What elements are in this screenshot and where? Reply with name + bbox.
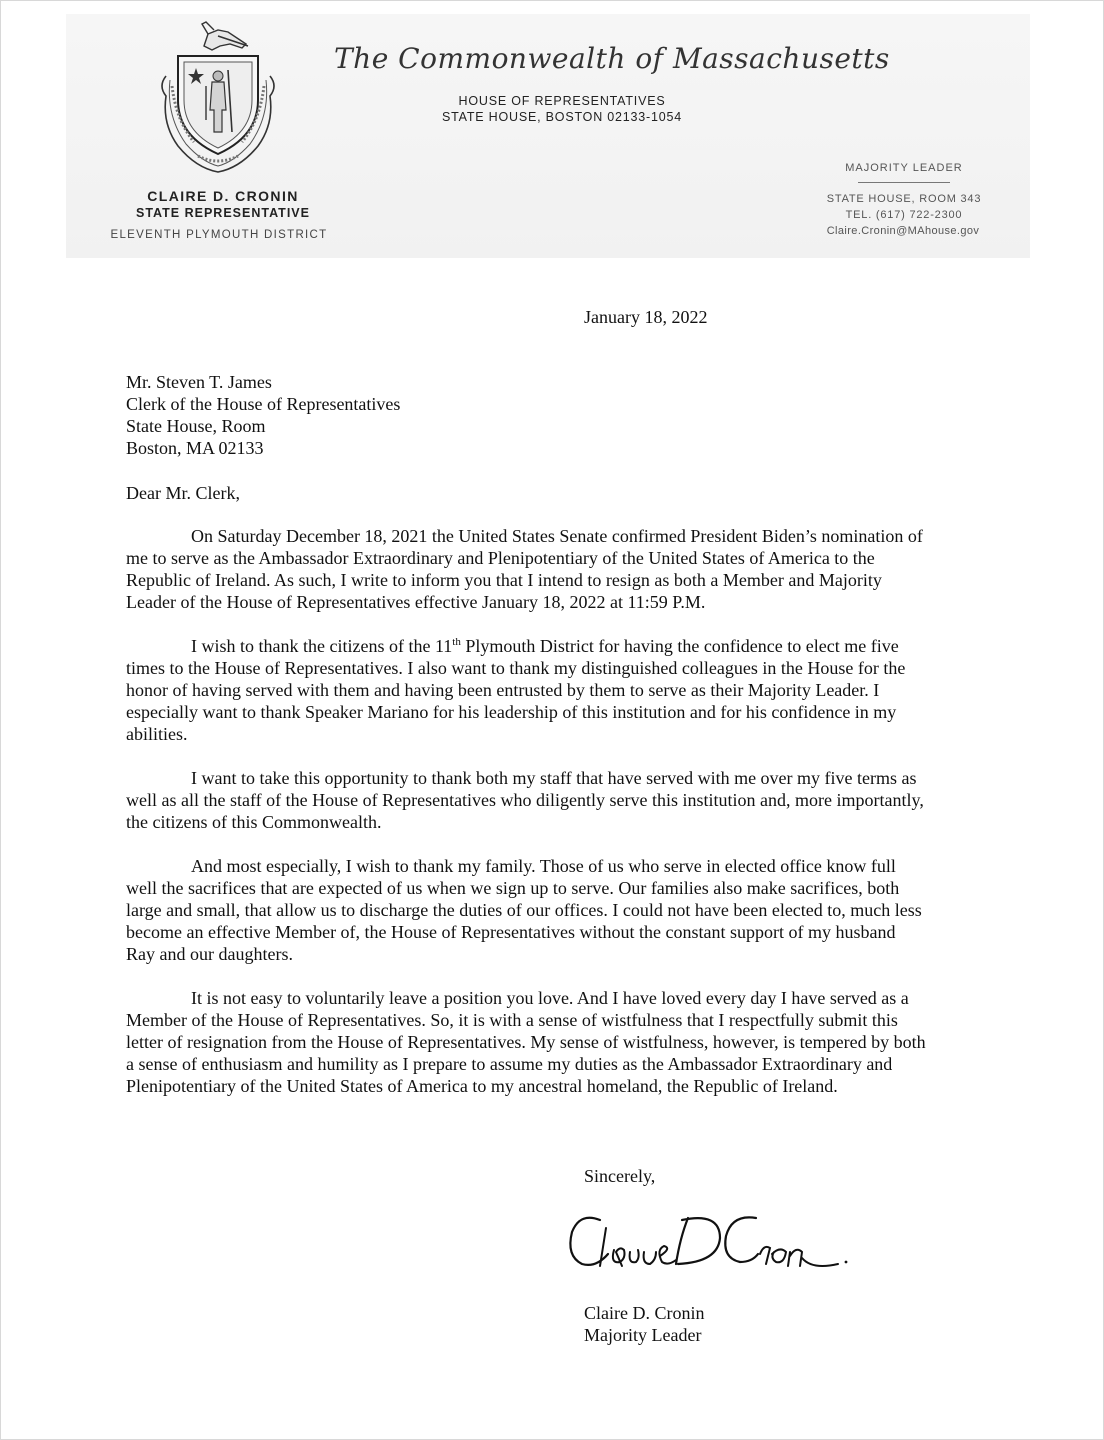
paragraph-line: a sense of enthusiasm and humility as I prepare to assume my duties as the Ambassador Extraordinary and: [126, 1054, 893, 1074]
office-telephone: TEL. (617) 722-2300: [845, 209, 963, 221]
paragraph-line: the citizens of this Commonwealth.: [126, 812, 382, 832]
paragraph-line: abilities.: [126, 724, 188, 744]
paragraph-line: well the sacrifices that are expected of us when we sign up to serve. Our families also make sacrifices, both: [126, 878, 900, 898]
house-heading: HOUSE OF REPRESENTATIVES: [458, 94, 666, 108]
paragraph-line: large and small, that allow us to discharge the duties of our offices. I could not have been elected to, much less: [126, 900, 922, 920]
paragraph-line: well as all the staff of the House of Representatives who diligently serve this institution and, more importantly,: [126, 790, 924, 810]
paragraph-1: [126, 525, 978, 613]
handwritten-signature: [560, 1198, 860, 1288]
paragraph-line: [126, 635, 978, 657]
paragraph-line: Member of the House of Representatives. So, it is with a sense of wistfulness that I respectfully submit this: [126, 1010, 898, 1030]
paragraph-line: Leader of the House of Representatives effective January 18, 2022 at 11:59 P.M.: [126, 592, 706, 612]
address-line: Boston, MA 02133: [126, 438, 264, 458]
paragraph-line: especially want to thank Speaker Mariano for his leadership of this institution and for his confidence in my: [126, 702, 897, 722]
paragraph-text: I wish to thank the citizens of the 11: [191, 636, 453, 656]
paragraph-line: Plenipotentiary of the United States of America to my ancestral homeland, the Republic of Ireland.: [126, 1076, 838, 1096]
letterhead-divider: [858, 182, 950, 183]
paragraph-text: Plymouth District for having the confidence to elect me five: [460, 636, 899, 656]
paragraph-line: It is not easy to voluntarily leave a position you love. And I have loved every day I have served as a: [191, 988, 909, 1008]
letter-date: January 18, 2022: [584, 307, 708, 327]
signer-name: Claire D. Cronin: [584, 1303, 705, 1323]
paragraph-line: And most especially, I wish to thank my family. Those of us who serve in elected office know full: [191, 856, 896, 876]
paragraph-line: become an effective Member of, the House of Representatives without the constant support of my husband: [126, 922, 896, 942]
office-email: Claire.Cronin@MAhouse.gov: [826, 225, 980, 237]
massachusetts-seal-icon: [156, 20, 280, 178]
address-line: Mr. Steven T. James: [126, 372, 272, 392]
address-line: Clerk of the House of Representatives: [126, 394, 401, 414]
paragraph-3: [126, 767, 978, 833]
paragraph-line: times to the House of Representatives. I also want to thank my distinguished colleagues in the House for the: [126, 658, 906, 678]
recipient-address: [126, 371, 400, 459]
paragraph-line: letter of resignation from the House of Representatives. My sense of wistfulness, however, is tempered by both: [126, 1032, 926, 1052]
paragraph-line: Ray and our daughters.: [126, 944, 293, 964]
paragraph-line: I want to take this opportunity to thank both my staff that have served with me over my five terms as: [191, 768, 917, 788]
paragraph-line: On Saturday December 18, 2021 the United States Senate confirmed President Biden’s nomination of: [191, 526, 923, 546]
signature-block: [584, 1302, 704, 1346]
paragraph-4: [126, 855, 978, 965]
paragraph-line: Republic of Ireland. As such, I write to inform you that I intend to resign as both a Member and Majority: [126, 570, 882, 590]
paragraph-5: [126, 987, 978, 1097]
state-house-address: STATE HOUSE, BOSTON 02133-1054: [441, 110, 683, 124]
representative-district: ELEVENTH PLYMOUTH DISTRICT: [110, 229, 328, 241]
closing: Sincerely,: [584, 1166, 656, 1186]
salutation: Dear Mr. Clerk,: [126, 483, 240, 503]
paragraph-2: [126, 635, 978, 745]
representative-name: CLAIRE D. CRONIN: [147, 188, 299, 204]
commonwealth-heading: The Commonwealth of Massachusetts: [334, 42, 890, 75]
office-room: STATE HOUSE, ROOM 343: [826, 193, 982, 205]
ordinal-suffix: th: [452, 636, 461, 648]
representative-title: STATE REPRESENTATIVE: [136, 206, 310, 220]
paragraph-line: honor of having served with them and having been entrusted by them to serve as their Majority Leader. I: [126, 680, 880, 700]
signer-title: Majority Leader: [584, 1325, 702, 1345]
paragraph-line: me to serve as the Ambassador Extraordinary and Plenipotentiary of the United States of America to the: [126, 548, 875, 568]
address-line: State House, Room: [126, 416, 266, 436]
majority-leader-title: MAJORITY LEADER: [845, 162, 963, 174]
